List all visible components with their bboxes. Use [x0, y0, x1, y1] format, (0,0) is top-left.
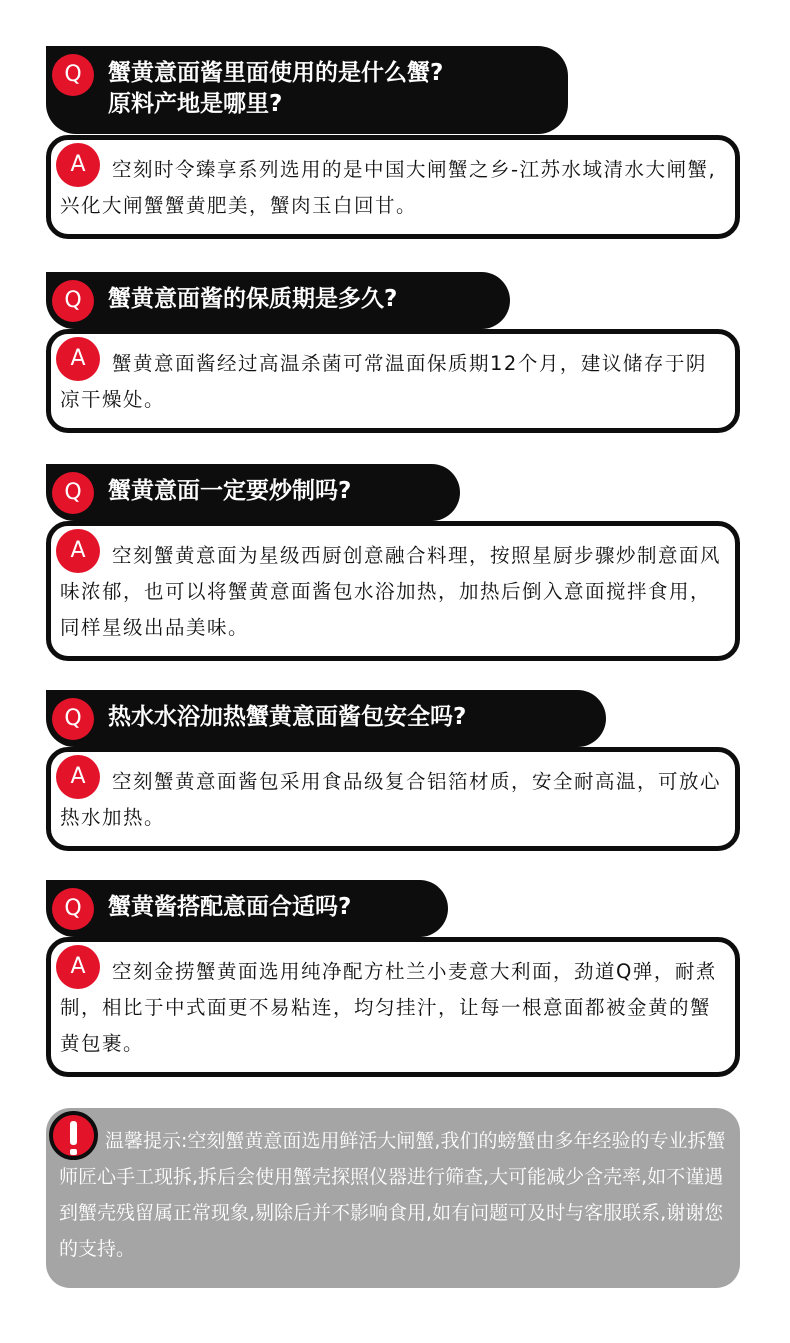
- notice-text: 温馨提示:空刻蟹黄意面选用鲜活大闸蟹,我们的螃蟹由多年经验的专业拆蟹师匠心手工现拆,拆后会使用蟹壳探照仪器进行筛查,大可能减少含壳率,如不谨遇到蟹壳残留属正常现象,剔除后并不影响食用,如有问题可及时与客服联系,谢谢您的支持。: [59, 1130, 726, 1260]
- a-badge: A: [56, 945, 100, 989]
- faq-3-answer-box: [46, 521, 740, 661]
- faq-2-question-bar: [46, 272, 510, 329]
- faq-1-question-bar: [46, 46, 568, 134]
- q-badge: Q: [52, 54, 94, 96]
- a-badge: A: [56, 143, 100, 187]
- q-badge: Q: [52, 472, 94, 514]
- faq-2-question: 蟹黄意面酱的保质期是多久?: [108, 286, 398, 312]
- q-badge: Q: [52, 280, 94, 322]
- faq-4-answer-box: [46, 747, 740, 851]
- faq-2-answer: 蟹黄意面酱经过高温杀菌可常温面保质期12个月，建议储存于阴凉干燥处。: [60, 352, 707, 411]
- faq-4-question: 热水水浴加热蟹黄意面酱包安全吗?: [108, 704, 467, 730]
- faq-3-answer: 空刻蟹黄意面为星级西厨创意融合料理，按照星厨步骤炒制意面风味浓郁，也可以将蟹黄意面酱包水浴加热，加热后倒入意面搅拌食用，同样星级出品美味。: [60, 544, 722, 639]
- faq-5-answer: 空刻金捞蟹黄面选用纯净配方杜兰小麦意大利面，劲道Q弹，耐煮制，相比于中式面更不易粘连，均匀挂汁，让每一根意面都被金黄的蟹黄包裹。: [60, 960, 717, 1055]
- a-badge: A: [56, 529, 100, 573]
- faq-4-question-bar: [46, 690, 606, 747]
- faq-1-question: 蟹黄意面酱里面使用的是什么蟹? 原料产地是哪里?: [108, 60, 444, 117]
- exclamation-icon: [49, 1111, 98, 1160]
- faq-1-answer: 空刻时令臻享系列选用的是中国大闸蟹之乡-江苏水域清水大闸蟹,兴化大闸蟹蟹黄肥美，蟹肉玉白回甘。: [60, 158, 717, 217]
- faq-5-answer-box: [46, 937, 740, 1077]
- q-badge: Q: [52, 698, 94, 740]
- a-badge: A: [56, 337, 100, 381]
- faq-4-answer: 空刻蟹黄意面酱包采用食品级复合铝箔材质，安全耐高温，可放心热水加热。: [60, 770, 722, 829]
- notice-box: [46, 1108, 740, 1288]
- faq-1-answer-box: [46, 135, 740, 239]
- faq-3-question-bar: [46, 464, 460, 521]
- faq-2-answer-box: [46, 329, 740, 433]
- faq-5-question-bar: [46, 880, 448, 937]
- faq-3-question: 蟹黄意面一定要炒制吗?: [108, 478, 352, 504]
- a-badge: A: [56, 755, 100, 799]
- q-badge: Q: [52, 888, 94, 930]
- faq-5-question: 蟹黄酱搭配意面合适吗?: [108, 894, 352, 920]
